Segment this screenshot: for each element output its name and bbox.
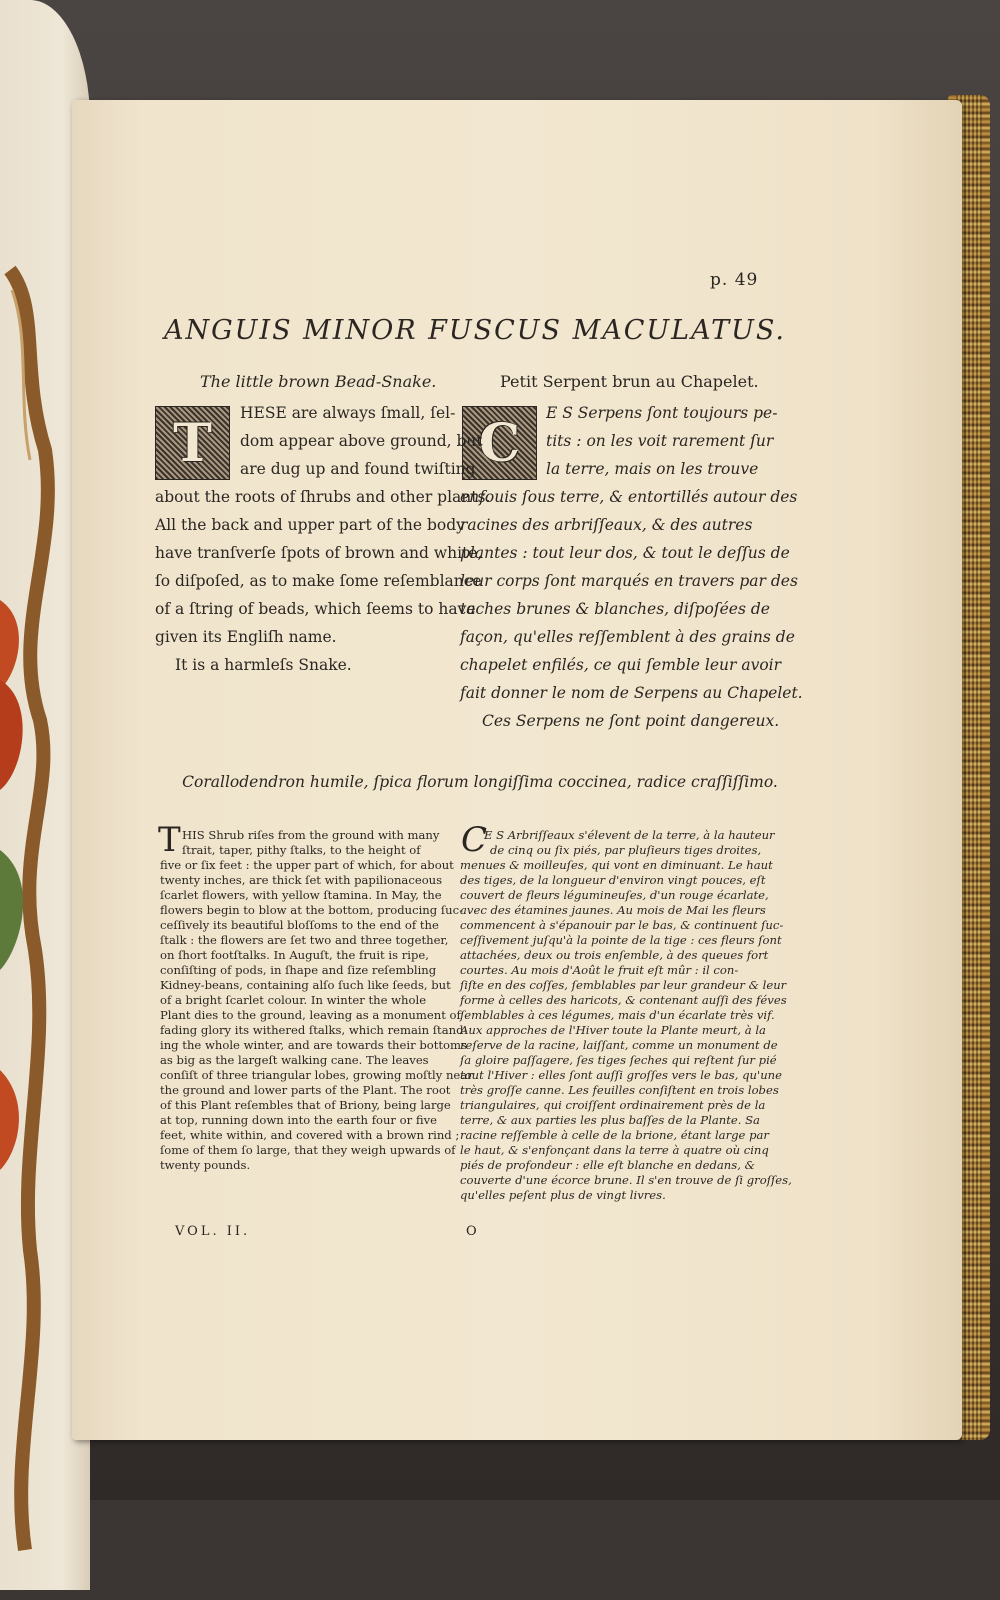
text-line: ceſſively its beautiful bloſſoms to the end of the xyxy=(160,918,439,932)
text-line: given its Engliſh name. xyxy=(155,628,337,646)
text-line: courtes. Au mois d'Août le fruit eſt mûr : il con- xyxy=(460,963,739,977)
text-line: ſtalk : the flowers are ſet two and three together, xyxy=(160,933,449,947)
initial-letter: C xyxy=(478,412,521,474)
text-line: twenty pounds. xyxy=(160,1158,251,1172)
text-line: chapelet enfilés, ce qui ſemble leur avoir xyxy=(460,656,782,674)
text-line: ſa gloire paſſagere, ſes tiges ſeches qui reſtent ſur pié xyxy=(460,1053,777,1067)
text-line: feet, white within, and covered with a brown rind ; xyxy=(160,1128,460,1142)
text-line: des tiges, de la longueur d'environ vingt pouces, eſt xyxy=(460,873,766,887)
text-line: le haut, & s'enfonçant dans la terre à quatre où cinq xyxy=(460,1143,769,1157)
text-line: taches brunes & blanches, diſpoſées de xyxy=(460,600,770,618)
text-line: ſome of them ſo large, that they weigh upwards of xyxy=(160,1143,456,1157)
text-line: Aux approches de l'Hiver toute la Plante meurt, à la xyxy=(460,1023,766,1037)
volume-marker: VOL. II. xyxy=(175,1224,251,1239)
text-line: plantes : tout leur dos, & tout le deſſus de xyxy=(460,544,790,562)
text-line: piés de profondeur : elle eſt blanche en dedans, & xyxy=(460,1158,755,1172)
text-line: leur corps ſont marqués en travers par des xyxy=(460,572,798,590)
text-line: about the roots of ſhrubs and other plants. xyxy=(155,488,491,506)
text-line: menues & moilleuſes, qui vont en diminuant. Le haut xyxy=(460,858,773,872)
text-line: ceſſivement juſqu'à la pointe de la tige : ces fleurs ſont xyxy=(460,933,782,947)
text-line: HIS Shrub riſes from the ground with many xyxy=(182,828,440,842)
plant-illustration-icon xyxy=(0,250,60,1600)
plant-subtitle: Corallodendron humile, ſpica florum longiſſima coccinea, radice craſſiſſimo. xyxy=(182,773,778,791)
text-line: couverte d'une écorce brune. Il s'en trouve de ſi groſſes, xyxy=(460,1173,792,1187)
text-line: Ces Serpens ne ſont point dangereux. xyxy=(482,712,780,730)
initial-letter: C xyxy=(461,820,488,860)
text-line: la terre, mais on les trouve xyxy=(546,460,759,478)
text-line: attachées, deux ou trois enſemble, à des queues fort xyxy=(460,948,769,962)
text-line: Plant dies to the ground, leaving as a monument of xyxy=(160,1008,461,1022)
text-line: E S Arbriſſeaux s'élevent de la terre, à la hauteur xyxy=(484,828,775,842)
text-line: façon, qu'elles reſſemblent à des grains de xyxy=(460,628,795,646)
signature-mark: O xyxy=(466,1224,477,1239)
text-line: ſcarlet flowers, with yellow ſtamina. In May, the xyxy=(160,888,442,902)
text-line: conſiſt of three triangular lobes, growing moſtly near xyxy=(160,1068,473,1082)
initial-letter: T xyxy=(158,820,181,860)
text-line: are dug up and found twiſting xyxy=(240,460,476,478)
text-line: de cinq ou ſix piés, par pluſieurs tiges droites, xyxy=(490,843,762,857)
ornamental-initial-en xyxy=(155,406,230,480)
text-line: of a ſtring of beads, which ſeems to have xyxy=(155,600,476,618)
text-line: on ſhort footſtalks. In Auguſt, the fruit is ripe, xyxy=(160,948,429,962)
text-line: at top, running down into the earth four or five xyxy=(160,1113,438,1127)
text-line: five or ſix feet : the upper part of which, for about xyxy=(160,858,454,872)
text-line: dom appear above ground, but xyxy=(240,432,483,450)
text-line: avec des étamines jaunes. Au mois de Mai les fleurs xyxy=(460,903,766,917)
text-line: racine reſſemble à celle de la brione, étant large par xyxy=(460,1128,769,1142)
text-line: ſtrait, taper, pithy ſtalks, to the height of xyxy=(182,843,421,857)
text-line: couvert de fleurs légumineuſes, d'un rouge écarlate, xyxy=(460,888,769,902)
text-line: ſo diſpoſed, as to make ſome reſemblance xyxy=(155,572,482,590)
text-line: qu'elles peſent plus de vingt livres. xyxy=(460,1188,666,1202)
text-line: as big as the largeſt walking cane. The leaves xyxy=(160,1053,429,1067)
text-line: have tranſverſe ſpots of brown and white, xyxy=(155,544,483,562)
text-line: commencent à s'épanouir par le bas, & continuent ſuc- xyxy=(460,918,784,932)
text-line: It is a harmleſs Snake. xyxy=(175,656,352,674)
text-line: conſiſting of pods, in ſhape and ſize reſembling xyxy=(160,963,437,977)
text-line: ſiſte en des coſſes, ſemblables par leur grandeur & leur xyxy=(460,978,787,992)
text-line: twenty inches, are thick ſet with papilionaceous xyxy=(160,873,443,887)
page-title: ANGUIS MINOR FUSCUS MACULATUS. xyxy=(163,315,787,346)
text-line: tits : on les voit rarement ſur xyxy=(546,432,774,450)
english-heading: The little brown Bead-Snake. xyxy=(200,372,437,391)
book-page xyxy=(72,100,962,1440)
text-line: All the back and upper part of the body xyxy=(155,516,465,534)
text-line: ing the whole winter, and are towards their bottoms xyxy=(160,1038,467,1052)
text-line: E S Serpens ſont toujours pe- xyxy=(546,404,778,422)
text-line: racines des arbriſſeaux, & des autres xyxy=(460,516,753,534)
text-line: triangulaires, qui croiſſent ordinairement près de la xyxy=(460,1098,766,1112)
text-line: enfouis ſous terre, & entortillés autour des xyxy=(460,488,798,506)
french-heading: Petit Serpent brun au Chapelet. xyxy=(500,372,759,391)
text-line: the ground and lower parts of the Plant. The root xyxy=(160,1083,451,1097)
page-number: p. 49 xyxy=(710,270,759,290)
text-line: HESE are always ſmall, ſel- xyxy=(240,404,456,422)
text-line: tout l'Hiver : elles ſont auſſi groſſes vers le bas, qu'une xyxy=(460,1068,782,1082)
text-line: of this Plant reſembles that of Briony, being large xyxy=(160,1098,451,1112)
text-line: ſemblables à ces légumes, mais d'un écarlate très vif. xyxy=(460,1008,775,1022)
text-line: fading glory its withered ſtalks, which remain ſtand- xyxy=(160,1023,468,1037)
text-line: reſerve de la racine, laiſſant, comme un monument de xyxy=(460,1038,778,1052)
text-line: terre, & aux parties les plus baſſes de la Plante. Sa xyxy=(460,1113,760,1127)
text-line: flowers begin to blow at the bottom, producing ſuc- xyxy=(160,903,464,917)
text-line: très groſſe canne. Les feuilles conſiſtent en trois lobes xyxy=(460,1083,779,1097)
text-line: forme à celles des haricots, & contenant auſſi des féves xyxy=(460,993,787,1007)
initial-letter: T xyxy=(173,412,212,474)
text-line: Kidney-beans, containing alſo ſuch like ſeeds, but xyxy=(160,978,451,992)
text-line: of a bright ſcarlet colour. In winter the whole xyxy=(160,993,427,1007)
text-line: fait donner le nom de Serpens au Chapelet. xyxy=(460,684,803,702)
